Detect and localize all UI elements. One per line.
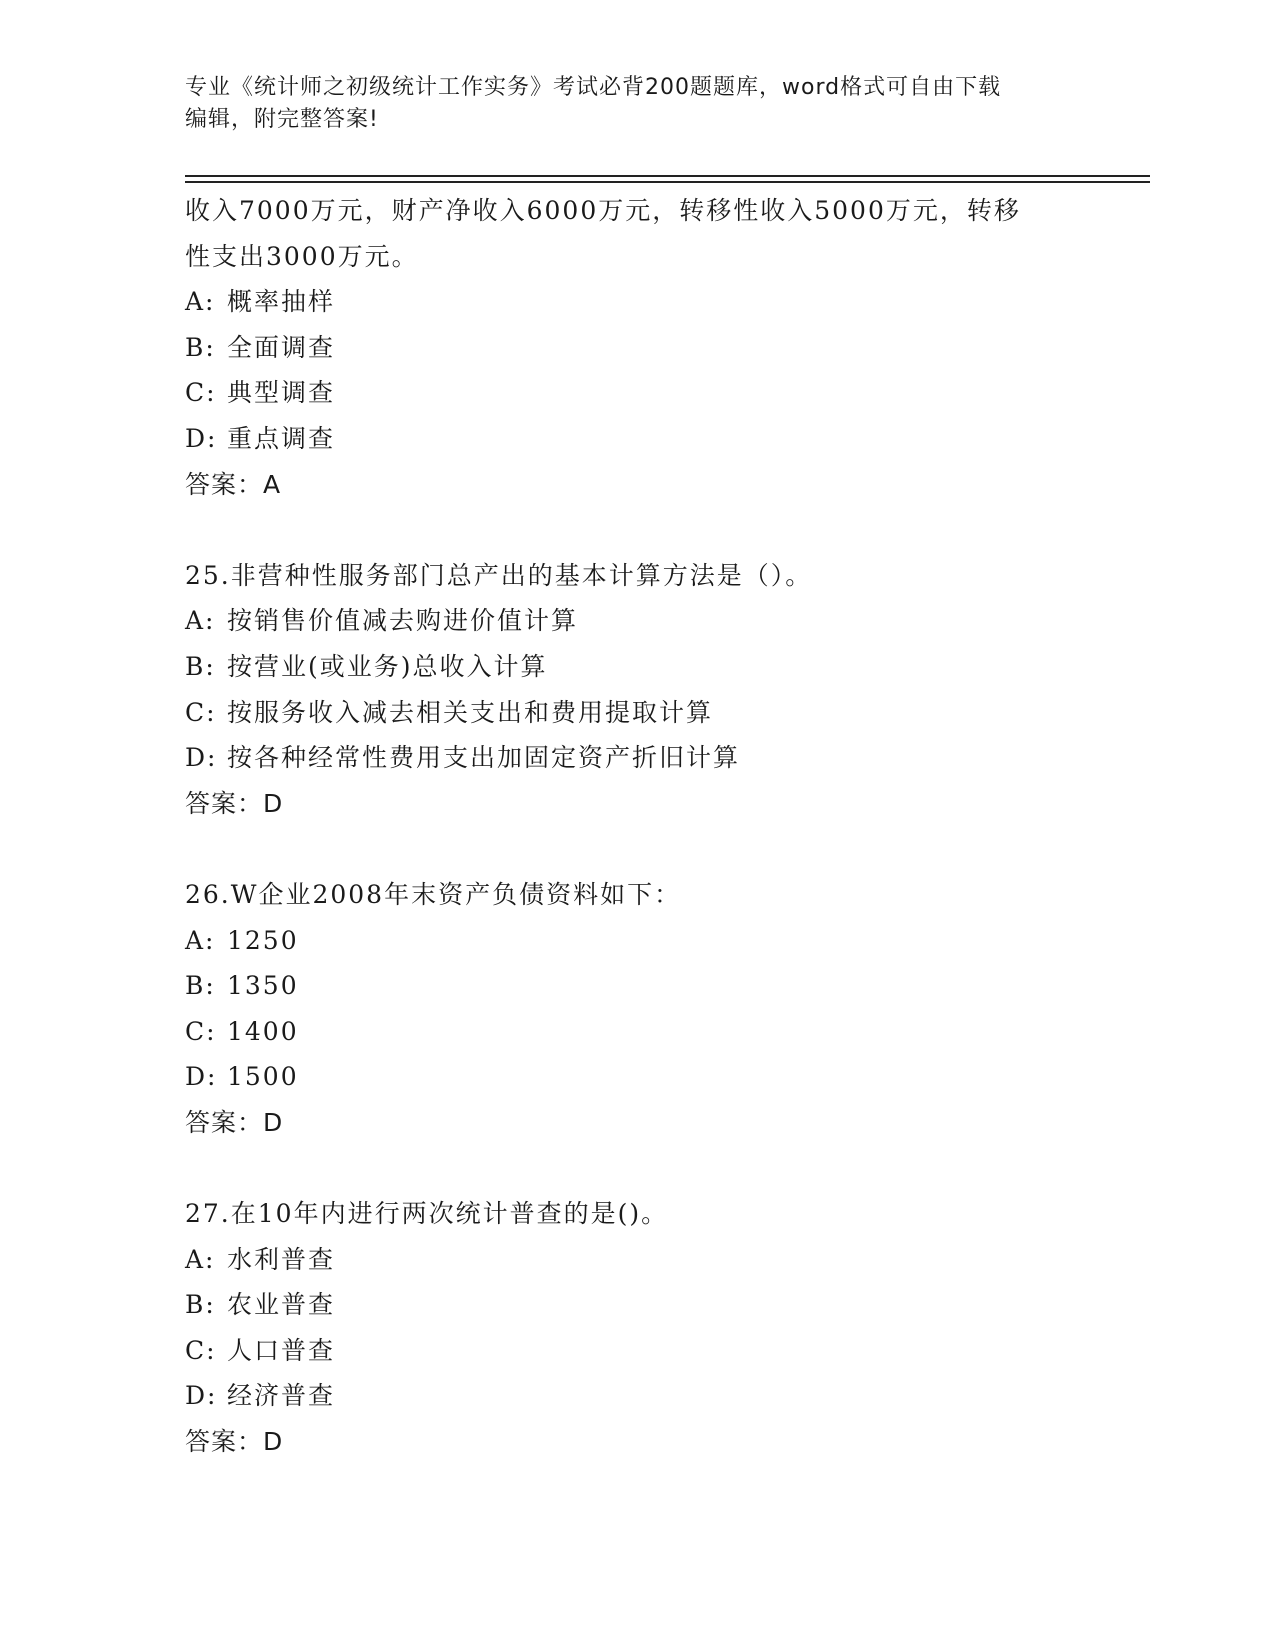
option-text: 按营业(或业务)总收入计算 (227, 651, 548, 681)
option-label: C: (185, 697, 217, 727)
option-text: 概率抽样 (227, 287, 336, 317)
option-d (185, 1054, 1085, 1100)
option-c (185, 1009, 1085, 1055)
question-block-continued (185, 188, 1085, 507)
question-block-27 (185, 1191, 1085, 1465)
option-label: B: (185, 332, 216, 362)
option-a (185, 598, 1085, 644)
option-a (185, 1237, 1085, 1283)
option-label: D: (185, 743, 218, 773)
page-header (185, 72, 1085, 136)
option-text: 经济普查 (227, 1381, 336, 1411)
option-a (185, 918, 1085, 964)
answer-text: 答案：D (185, 1107, 284, 1137)
option-a (185, 279, 1085, 325)
answer-text: 答案：D (185, 1427, 284, 1457)
option-b (185, 963, 1085, 1009)
option-label: B: (185, 1290, 216, 1320)
option-label: A: (185, 1244, 216, 1274)
option-c (185, 690, 1085, 736)
option-label: A: (185, 287, 216, 317)
option-label: C: (185, 1335, 217, 1365)
header-divider-bottom (185, 181, 1150, 183)
option-text: 1400 (227, 1016, 299, 1046)
spacer (185, 507, 1085, 553)
question-block-26 (185, 872, 1085, 1146)
option-text: 1500 (227, 1062, 299, 1092)
option-label: C: (185, 1016, 217, 1046)
option-text: 典型调查 (227, 378, 336, 408)
answer-text: 答案：D (185, 788, 284, 818)
question-block-25 (185, 553, 1085, 827)
option-text: 水利普查 (227, 1244, 336, 1274)
question-text: 26.W企业2008年末资产负债资料如下： (185, 879, 682, 909)
option-text: 按销售价值减去购进价值计算 (227, 606, 579, 636)
option-label: D: (185, 1381, 218, 1411)
question-text-line: 性支出3000万元。 (185, 241, 419, 271)
option-text: 农业普查 (227, 1290, 336, 1320)
option-b (185, 644, 1085, 690)
spacer (185, 826, 1085, 872)
header-title-line-1: 专业《统计师之初级统计工作实务》考试必背200题题库，word格式可自由下载 (185, 75, 1002, 100)
option-text: 1350 (227, 971, 299, 1001)
option-b (185, 1282, 1085, 1328)
option-b (185, 325, 1085, 371)
option-label: A: (185, 606, 216, 636)
option-label: D: (185, 1062, 218, 1092)
option-d (185, 416, 1085, 462)
option-label: B: (185, 651, 216, 681)
option-text: 重点调查 (227, 423, 336, 453)
option-label: B: (185, 971, 216, 1001)
option-label: C: (185, 378, 217, 408)
question-text: 27.在10年内进行两次统计普查的是()。 (185, 1199, 669, 1229)
option-label: D: (185, 423, 218, 453)
option-d (185, 1373, 1085, 1419)
spacer (185, 1145, 1085, 1191)
option-text: 人口普查 (227, 1335, 336, 1365)
option-label: A: (185, 925, 216, 955)
option-text: 按各种经常性费用支出加固定资产折旧计算 (227, 743, 741, 773)
question-text: 25.非营种性服务部门总产出的基本计算方法是（）。 (185, 560, 813, 590)
option-c (185, 370, 1085, 416)
option-c (185, 1328, 1085, 1374)
option-text: 按服务收入减去相关支出和费用提取计算 (227, 697, 714, 727)
option-d (185, 735, 1085, 781)
header-title-line-2: 编辑，附完整答案! (185, 107, 379, 132)
option-text: 全面调查 (227, 332, 336, 362)
header-divider-top (185, 175, 1150, 177)
answer-text: 答案：A (185, 469, 282, 499)
option-text: 1250 (227, 925, 299, 955)
question-text-line: 收入7000万元，财产净收入6000万元，转移性收入5000万元，转移 (185, 196, 1021, 225)
question-content (185, 188, 1085, 1465)
